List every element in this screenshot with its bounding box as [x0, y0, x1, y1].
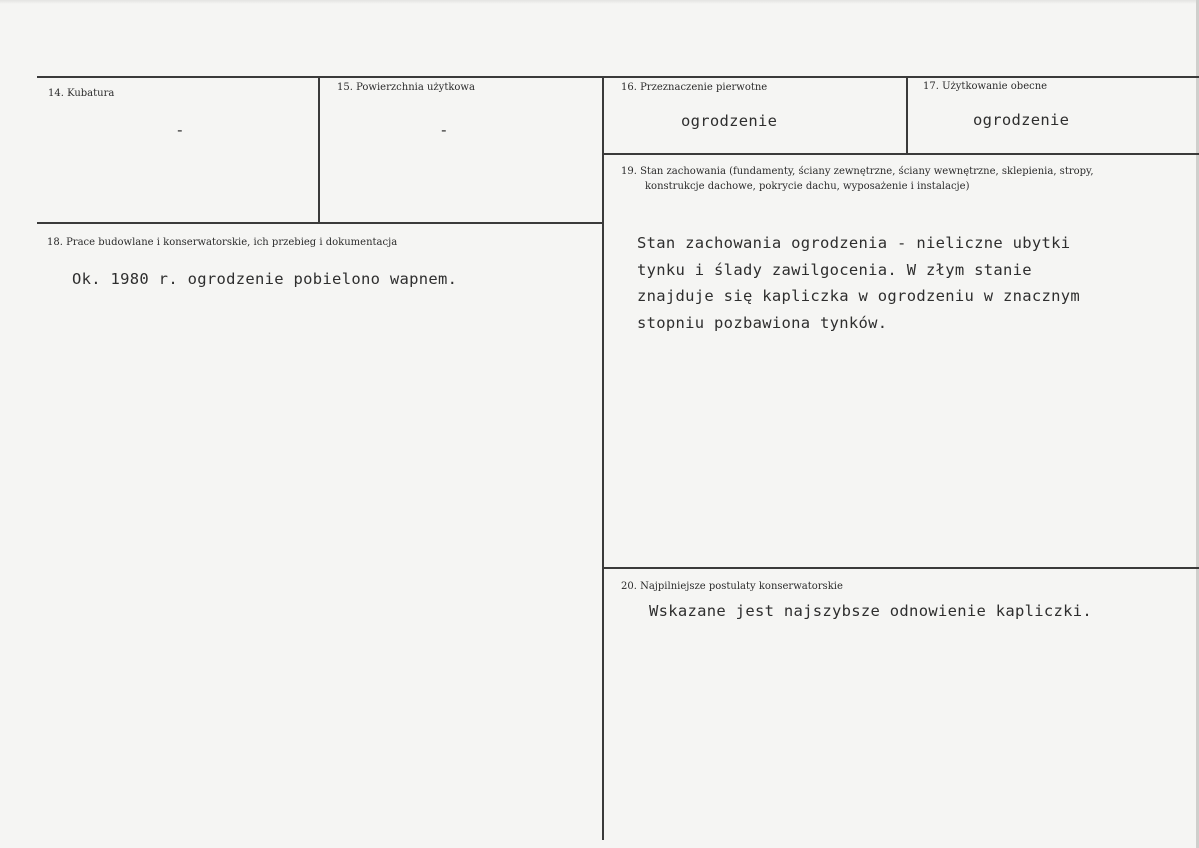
stan-label: 19. Stan zachowania (fundamenty, ściany zewnętrzne, ściany wewnętrzne, sklepienia, stropy, — [621, 166, 1094, 177]
kubatura-value: - — [175, 121, 185, 139]
stan-label-line2: konstrukcje dachowe, pokrycie dachu, wyposażenie i instalacje) — [645, 181, 970, 192]
card-top-edge — [0, 0, 1199, 4]
powierzchnia-value: - — [439, 121, 449, 139]
rule-lower-right — [604, 567, 1199, 569]
stan-line: stopniu pozbawiona tynków. — [637, 313, 888, 332]
stan-text — [637, 230, 1080, 336]
prace-label: 18. Prace budowlane i konserwatorskie, ich przebieg i dokumentacja — [47, 237, 398, 248]
rule-left-row — [37, 222, 604, 224]
uzytkowanie-label: 17. Użytkowanie obecne — [923, 81, 1048, 92]
rule-mid-right — [604, 153, 1199, 155]
przeznaczenie-label: 16. Przeznaczenie pierwotne — [621, 82, 768, 93]
rule-v3 — [906, 76, 908, 155]
stan-line: znajduje się kapliczka w ogrodzeniu w znacznym — [637, 287, 1081, 305]
stan-line: Stan zachowania ogrodzenia - nieliczne ubytki — [637, 234, 1071, 252]
postulaty-label: 20. Najpilniejsze postulaty konserwatorskie — [621, 581, 843, 592]
prace-value: Ok. 1980 r. ogrodzenie pobielono wapnem. — [72, 270, 458, 288]
kubatura-label: 14. Kubatura — [48, 88, 115, 99]
postulaty-value: Wskazane jest najszybsze odnowienie kapliczki. — [649, 602, 1093, 620]
stan-line: tynku i ślady zawilgocenia. W złym stanie — [637, 260, 1032, 279]
rule-top — [37, 76, 1199, 78]
uzytkowanie-value: ogrodzenie — [973, 111, 1070, 129]
rule-center — [602, 76, 604, 840]
powierzchnia-label: 15. Powierzchnia użytkowa — [337, 82, 475, 93]
rule-v1 — [318, 76, 320, 224]
przeznaczenie-value: ogrodzenie — [681, 112, 778, 130]
